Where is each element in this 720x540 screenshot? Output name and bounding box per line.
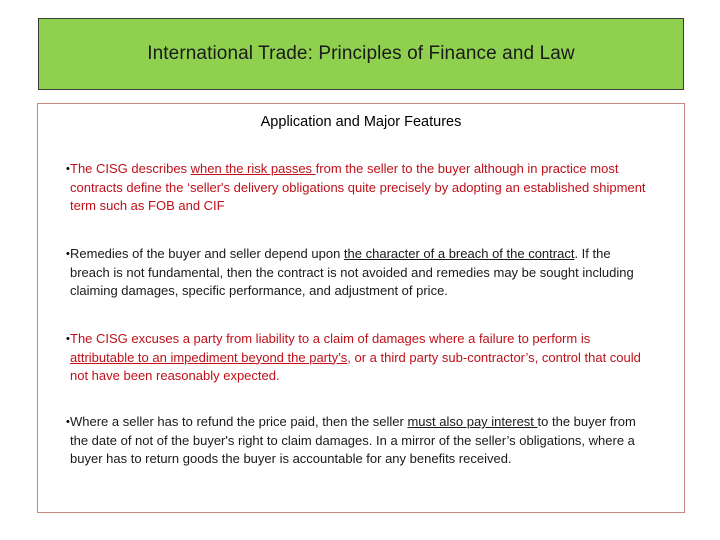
underlined-phrase: when the risk passes [190,161,316,176]
bullet-text-part: , or a third party sub-contractor’s, control that could not have been reasonably expected. [70,349,641,383]
bullet-text [70,330,652,386]
bullet-text [70,160,652,216]
bullet-text-part: The CISG describes [70,161,191,176]
bullet-marker: • [66,163,70,175]
title-banner [38,18,684,90]
underlined-phrase: the character of a breach of the contract [343,246,575,261]
bullet-text-part: The CISG excuses a party from liability to a claim of damages where a failure to perform is [70,331,591,346]
bullet-marker: • [66,333,70,345]
bullet-text-part: . If the breach is not fundamental, then the contract is not avoided and remedies may be sought including claiming damages, specific performance, and adjustment of price. [70,246,634,298]
underlined-phrase: attributable to an impediment beyond the party’s [70,349,348,365]
bullet-marker: • [66,416,70,428]
bullet-text-part: from the seller to the buyer although in practice most contracts define the ‘seller's delivery obligations quite precisely by adopting an established shipment term such as FOB and CIF [70,161,646,213]
content-panel [37,103,685,513]
bullet-text-part: Remedies of the buyer and seller depend upon [70,246,344,261]
bullet-text [70,413,652,469]
underlined-phrase: must also pay interest [407,414,538,429]
page-title: International Trade: Principles of Finance and Law [147,43,575,64]
bullet-text-part: to the buyer from the date of not of the buyer's right to claim damages. In a mirror of the seller’s obligations, where a buyer has to return goods the buyer is accountable for any benefits received. [70,414,636,466]
bullet-marker: • [66,248,70,260]
bullet-text-part: Where a seller has to refund the price paid, then the seller [70,414,408,429]
section-subtitle: Application and Major Features [260,114,462,130]
bullet-text [70,245,652,301]
